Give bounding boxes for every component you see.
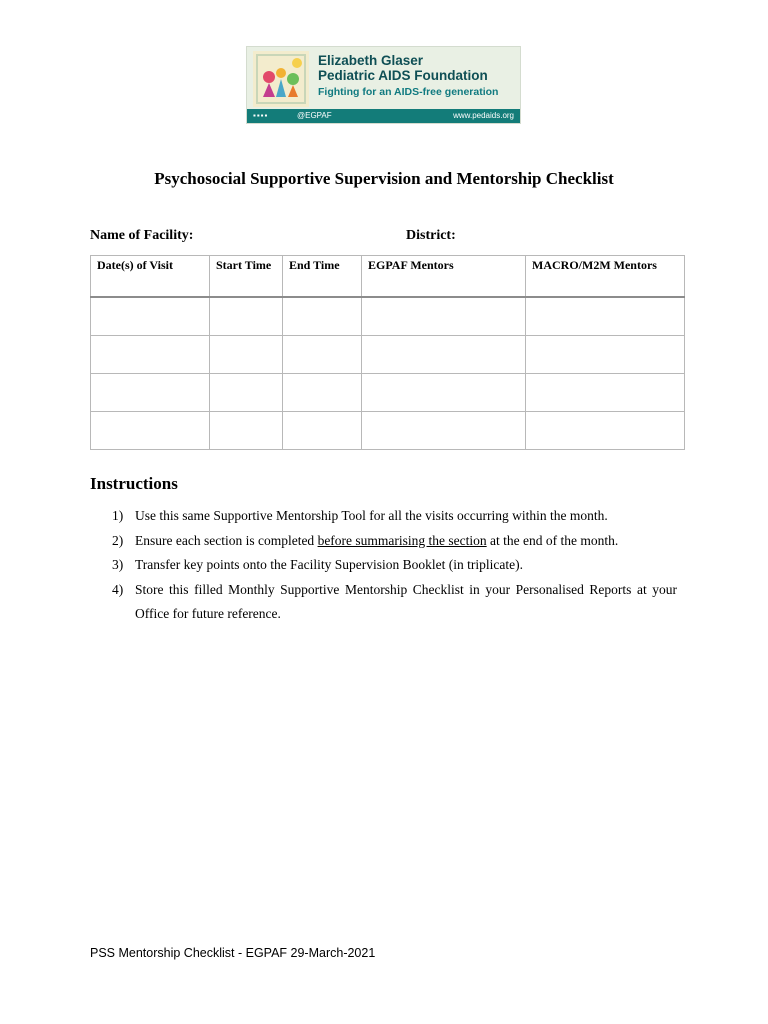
page-footer: PSS Mentorship Checklist - EGPAF 29-March-2021 — [90, 946, 376, 960]
table-cell[interactable] — [91, 374, 210, 412]
item-number: 2) — [112, 532, 124, 548]
foundation-name — [318, 53, 488, 83]
facility-label: Name of Facility: — [90, 228, 194, 243]
list-item — [90, 553, 677, 578]
table-cell[interactable] — [91, 297, 210, 336]
item-text: Transfer key points onto the Facility Supervision Booklet (in triplicate). — [135, 557, 523, 572]
table-cell[interactable] — [283, 374, 362, 412]
header-macro-mentors: MACRO/M2M Mentors — [526, 256, 685, 298]
header-start-time: Start Time — [210, 256, 283, 298]
header-end-time: End Time — [283, 256, 362, 298]
list-item — [90, 529, 677, 554]
item-text: Store this filled Monthly Supportive Mentorship Checklist in your Personalised Reports at your Office for future reference. — [135, 581, 677, 621]
social-media-icons: ▪▪▪▪ — [253, 111, 269, 120]
foundation-name-line1: Elizabeth Glaser — [318, 53, 424, 68]
list-item — [90, 578, 677, 627]
table-cell[interactable] — [362, 374, 526, 412]
table-row — [91, 297, 685, 336]
table-cell[interactable] — [283, 336, 362, 374]
table-cell[interactable] — [526, 412, 685, 450]
foundation-name-line2: Pediatric AIDS Foundation — [318, 68, 488, 83]
visit-details-table — [90, 255, 685, 450]
table-cell[interactable] — [91, 412, 210, 450]
children-artwork-icon — [251, 49, 311, 109]
egpaf-logo — [246, 46, 521, 124]
item-text: Use this same Supportive Mentorship Tool for all the visits occurring within the month. — [135, 508, 608, 523]
table-header-row — [91, 256, 685, 298]
item-text-after: at the end of the month. — [486, 532, 619, 548]
item-number: 4) — [112, 581, 124, 597]
table-cell[interactable] — [283, 412, 362, 450]
item-text-underlined: before summarising the section — [317, 532, 487, 548]
table-cell[interactable] — [362, 412, 526, 450]
list-item — [90, 504, 677, 529]
table-cell[interactable] — [283, 297, 362, 336]
foundation-tagline: Fighting for an AIDS-free generation — [318, 86, 499, 98]
table-cell[interactable] — [362, 336, 526, 374]
website-url: www.pedaids.org — [453, 111, 514, 120]
table-cell[interactable] — [210, 336, 283, 374]
table-row — [91, 374, 685, 412]
table-cell[interactable] — [210, 297, 283, 336]
table-cell[interactable] — [362, 297, 526, 336]
header-egpaf-mentors: EGPAF Mentors — [362, 256, 526, 298]
table-cell[interactable] — [91, 336, 210, 374]
item-number: 1) — [112, 508, 124, 523]
table-row — [91, 336, 685, 374]
table-row — [91, 412, 685, 450]
table-cell[interactable] — [526, 374, 685, 412]
district-label: District: — [406, 228, 456, 243]
item-number: 3) — [112, 557, 124, 572]
instructions-heading: Instructions — [90, 474, 178, 493]
table-cell[interactable] — [210, 374, 283, 412]
social-handle: @EGPAF — [297, 111, 332, 120]
header-visit-dates: Date(s) of Visit — [91, 256, 210, 298]
table-cell[interactable] — [526, 297, 685, 336]
logo-footer-bar — [247, 109, 520, 123]
table-cell[interactable] — [210, 412, 283, 450]
table-cell[interactable] — [526, 336, 685, 374]
item-text-before: Ensure each section is completed — [135, 532, 318, 548]
document-title: Psychosocial Supportive Supervision and Mentorship Checklist — [154, 169, 614, 188]
instructions-list — [90, 504, 677, 627]
